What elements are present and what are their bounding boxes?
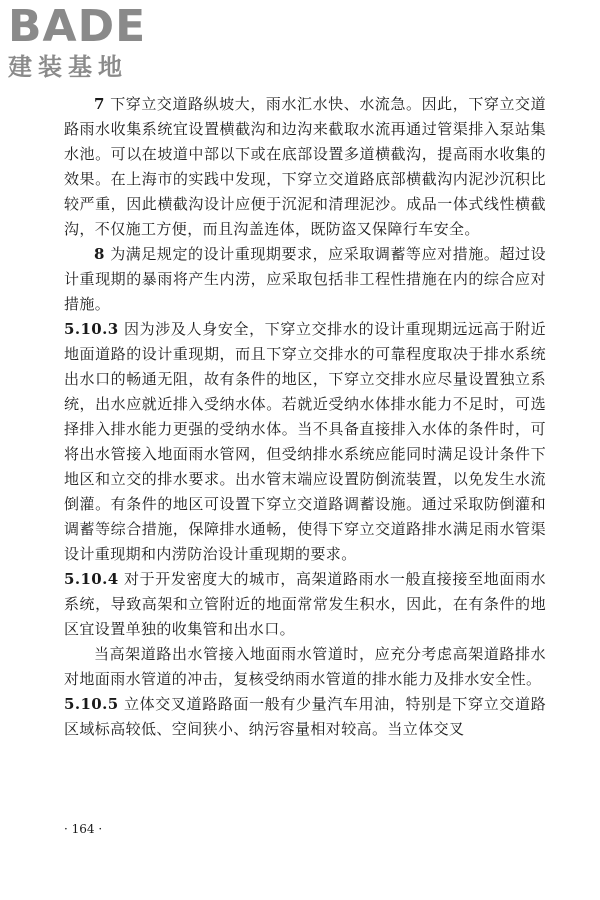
logo-wordmark: BADE (8, 1, 147, 52)
page-number: · 164 · (64, 822, 103, 836)
paragraph-continuation (64, 642, 546, 692)
paragraph-text: 立体交叉道路路面一般有少量汽车用油，特别是下穿立交道路区域标高较低、空间狭小、纳污容量相对较高。当立体交叉 (64, 695, 546, 738)
clause-number: 5.10.3 (64, 320, 119, 338)
logo-subtitle: 建装基地 (8, 53, 128, 81)
paragraph-item-8 (64, 242, 546, 317)
clause-5-10-3 (64, 317, 546, 567)
paragraph-item-7 (64, 92, 546, 242)
item-number: 8 (94, 245, 105, 263)
brand-logo (8, 1, 183, 86)
clause-number: 5.10.4 (64, 570, 119, 588)
paragraph-text: 下穿立交道路纵坡大，雨水汇水快、水流急。因此，下穿立交道路雨水收集系统宜设置横截沟和边沟来截取水流再通过管渠排入泵站集水池。可以在坡道中部以下或在底部设置多道横截沟，提高雨水收集的效果。在上海市的实践中发现，下穿立交道路底部横截沟内泥沙沉积比较严重，因此横截沟设计应便于沉泥和清理泥沙。成品一体式线性横截沟，不仅施工方便，而且沟盖连体，既防盗又保障行车安全。 (64, 95, 547, 238)
clause-5-10-5 (64, 692, 546, 742)
paragraph-text: 因为涉及人身安全，下穿立交排水的设计重现期远远高于附近地面道路的设计重现期，而且下穿立交排水的可靠程度取决于排水系统出水口的畅通无阻，故有条件的地区，下穿立交排水应尽量设置独立系统，出水应就近排入受纳水体。若就近受纳水体排水能力不足时，可选择排入排水能力更强的受纳水体。当不具备直接排入水体的条件时，可将出水管接入地面雨水管网，但受纳排水系统应能同时满足设计条件下地区和立交的排水要求。出水管末端应设置防倒流装置，以免发生水流倒灌。有条件的地区可设置下穿立交道路调蓄设施。通过采取防倒灌和调蓄等综合措施，保障排水通畅，使得下穿立交道路排水满足雨水管渠设计重现期和内涝防治设计重现期的要求。 (64, 320, 546, 563)
clause-number: 5.10.5 (64, 695, 119, 713)
paragraph-text: 当高架道路出水管接入地面雨水管道时，应充分考虑高架道路排水对地面雨水管道的冲击，复核受纳雨水管道的排水能力及排水安全性。 (64, 645, 546, 688)
clause-5-10-4 (64, 567, 546, 642)
paragraph-text: 对于开发密度大的城市，高架道路雨水一般直接接至地面雨水系统，导致高架和立管附近的地面常常发生积水，因此，在有条件的地区宜设置单独的收集管和出水口。 (64, 570, 546, 638)
document-body (64, 92, 546, 742)
item-number: 7 (94, 95, 105, 113)
paragraph-text: 为满足规定的设计重现期要求，应采取调蓄等应对措施。超过设计重现期的暴雨将产生内涝，应采取包括非工程性措施在内的综合应对措施。 (64, 245, 547, 313)
